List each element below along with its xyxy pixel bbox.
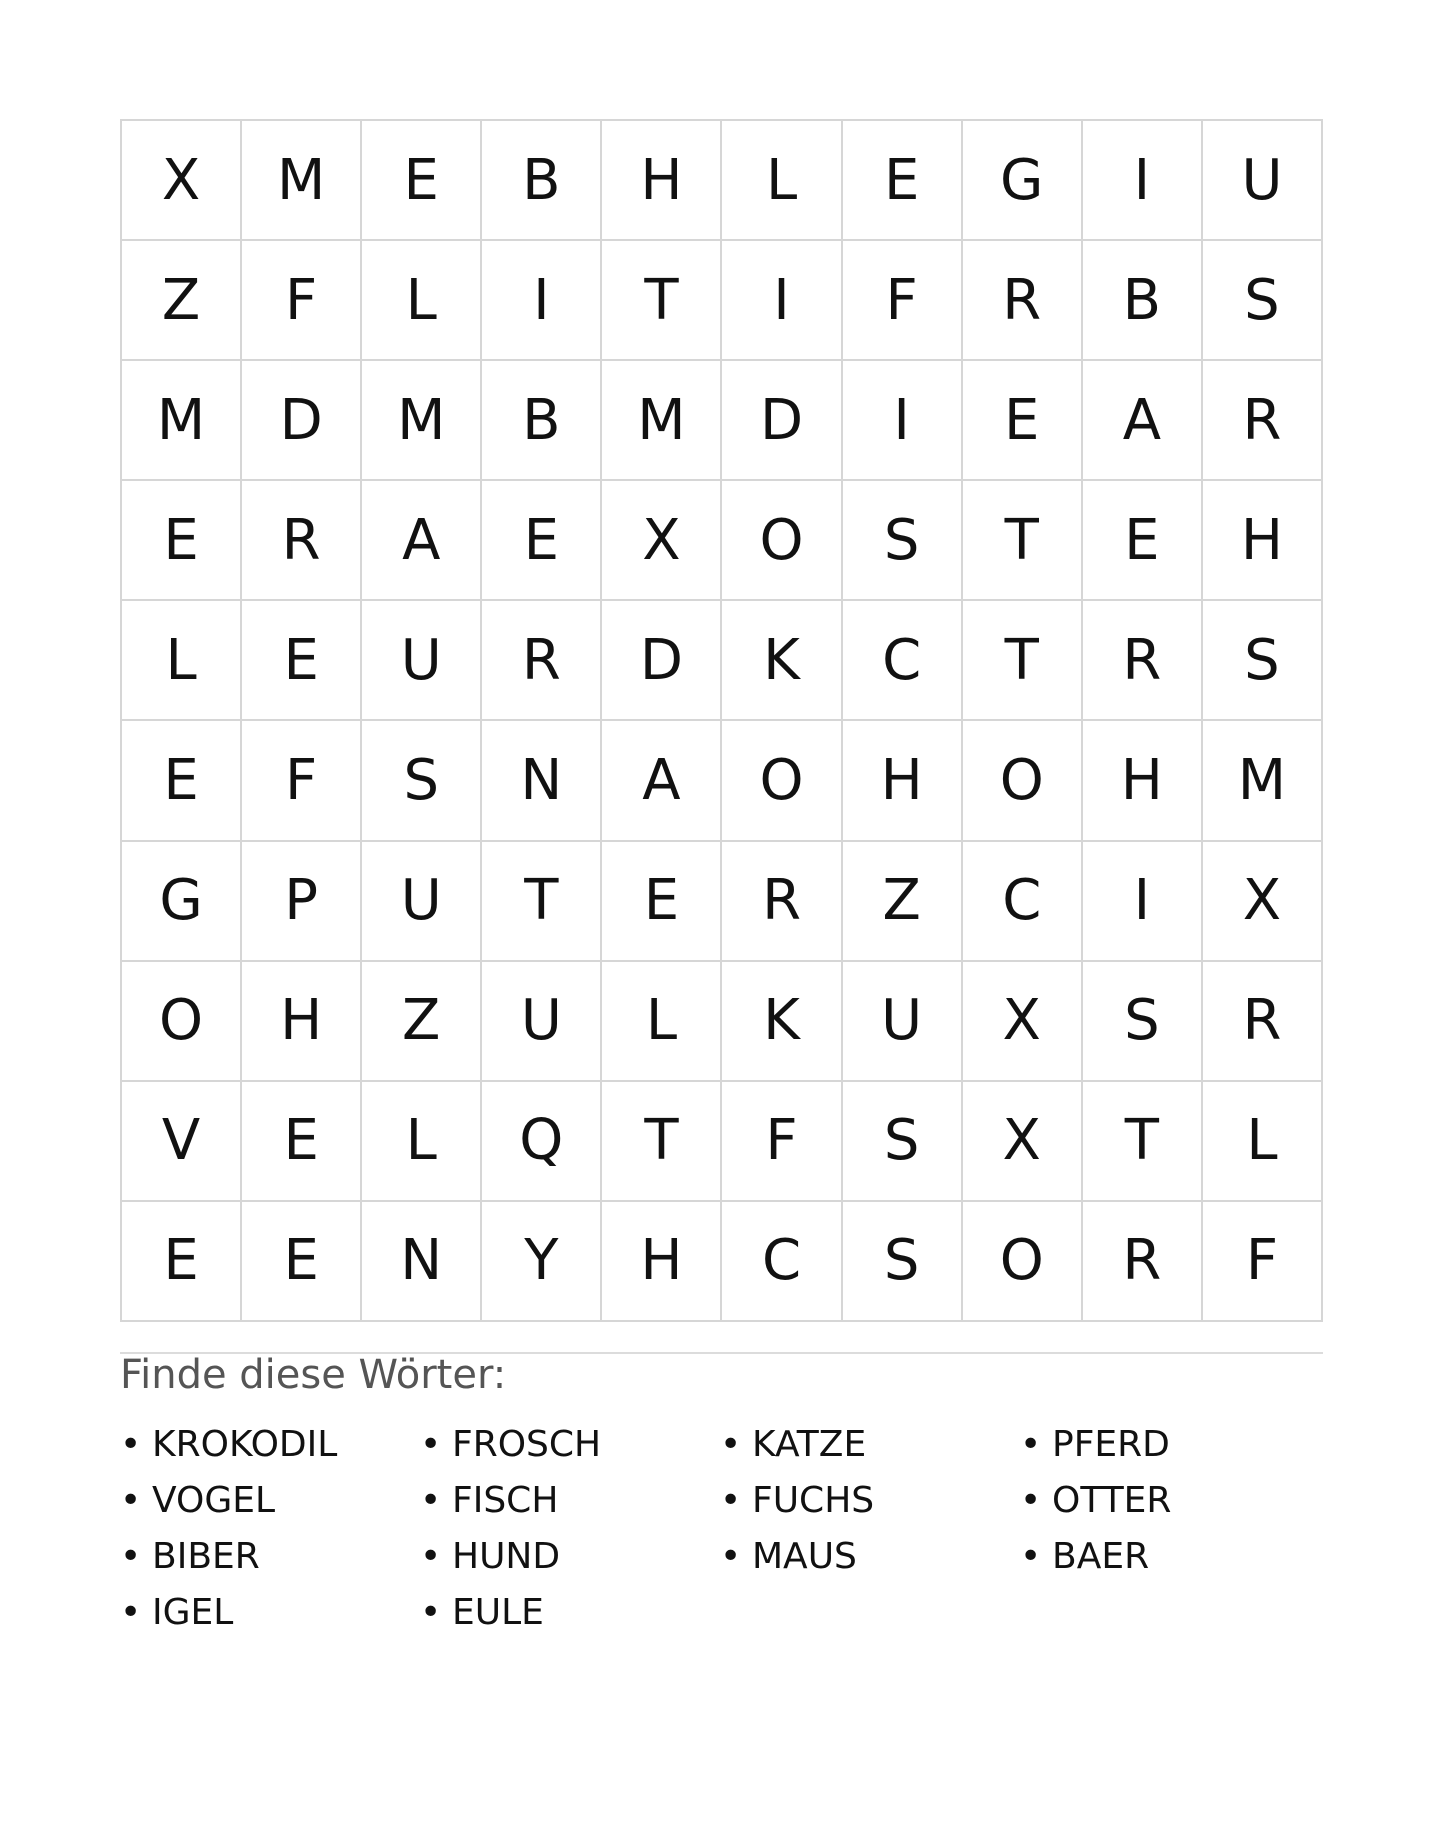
grid-cell[interactable]: H	[602, 121, 722, 241]
grid-cell[interactable]: F	[722, 1082, 842, 1202]
grid-cell[interactable]: X	[963, 1082, 1083, 1202]
word-list-item	[420, 1584, 720, 1640]
grid-cell[interactable]: C	[722, 1202, 842, 1322]
bullet-icon: •	[720, 1479, 742, 1521]
grid-cell[interactable]: E	[122, 481, 242, 601]
word-label: VOGEL	[152, 1479, 276, 1521]
grid-cell[interactable]: H	[1203, 481, 1323, 601]
word-list-item	[420, 1416, 720, 1472]
grid-cell[interactable]: I	[843, 361, 963, 481]
grid-cell[interactable]: R	[1083, 601, 1203, 721]
grid-cell[interactable]: T	[482, 842, 602, 962]
grid-cell[interactable]: L	[1203, 1082, 1323, 1202]
grid-cell[interactable]: S	[843, 1082, 963, 1202]
word-label: FUCHS	[752, 1479, 875, 1521]
grid-cell[interactable]: M	[362, 361, 482, 481]
grid-cell[interactable]: O	[963, 721, 1083, 841]
grid-cell[interactable]: O	[963, 1202, 1083, 1322]
grid-cell[interactable]: R	[1083, 1202, 1203, 1322]
grid-cell[interactable]: T	[963, 601, 1083, 721]
word-label: FROSCH	[452, 1423, 602, 1465]
word-label: PFERD	[1052, 1423, 1170, 1465]
bullet-icon: •	[420, 1423, 442, 1465]
grid-cell[interactable]: F	[1203, 1202, 1323, 1322]
word-list-item	[120, 1528, 420, 1584]
grid-cell[interactable]: E	[1083, 481, 1203, 601]
grid-cell[interactable]: S	[1203, 241, 1323, 361]
grid-cell[interactable]: D	[602, 601, 722, 721]
word-list-item	[1020, 1416, 1320, 1472]
grid-cell[interactable]: E	[602, 842, 722, 962]
word-label: KATZE	[752, 1423, 867, 1465]
grid-cell[interactable]: E	[122, 721, 242, 841]
grid-cell[interactable]: A	[1083, 361, 1203, 481]
grid-cell[interactable]: I	[1083, 842, 1203, 962]
grid-cell[interactable]: U	[843, 962, 963, 1082]
grid-cell[interactable]: R	[1203, 962, 1323, 1082]
grid-cell[interactable]: M	[1203, 721, 1323, 841]
grid-cell[interactable]: M	[242, 121, 362, 241]
grid-cell[interactable]: L	[722, 121, 842, 241]
grid-cell[interactable]: S	[843, 481, 963, 601]
word-list-item	[720, 1416, 1020, 1472]
grid-cell[interactable]: N	[362, 1202, 482, 1322]
grid-cell[interactable]: I	[722, 241, 842, 361]
grid-cell[interactable]: E	[122, 1202, 242, 1322]
bullet-icon: •	[1020, 1479, 1042, 1521]
bullet-icon: •	[420, 1591, 442, 1633]
word-label: EULE	[452, 1591, 544, 1633]
grid-cell[interactable]: N	[482, 721, 602, 841]
grid-cell[interactable]: R	[722, 842, 842, 962]
grid-cell[interactable]: R	[963, 241, 1083, 361]
grid-cell[interactable]: O	[722, 721, 842, 841]
grid-cell[interactable]: E	[242, 1202, 362, 1322]
word-list-item	[420, 1528, 720, 1584]
grid-cell[interactable]: B	[482, 361, 602, 481]
grid-cell[interactable]: O	[122, 962, 242, 1082]
grid-cell[interactable]: A	[362, 481, 482, 601]
letter-grid	[120, 119, 1323, 1322]
bullet-icon: •	[120, 1535, 142, 1577]
grid-cell[interactable]: Y	[482, 1202, 602, 1322]
grid-cell[interactable]: H	[602, 1202, 722, 1322]
word-list-item	[720, 1528, 1020, 1584]
word-list-item	[720, 1472, 1020, 1528]
word-list-item	[120, 1472, 420, 1528]
grid-cell[interactable]: D	[722, 361, 842, 481]
grid-cell[interactable]: M	[602, 361, 722, 481]
grid-cell[interactable]: E	[482, 481, 602, 601]
grid-cell[interactable]: C	[963, 842, 1083, 962]
grid-cell[interactable]: B	[482, 121, 602, 241]
bullet-icon: •	[120, 1479, 142, 1521]
bullet-icon: •	[720, 1423, 742, 1465]
grid-cell[interactable]: L	[122, 601, 242, 721]
grid-cell[interactable]: E	[843, 121, 963, 241]
grid-cell[interactable]: H	[843, 721, 963, 841]
grid-cell[interactable]: I	[1083, 121, 1203, 241]
bullet-icon: •	[1020, 1423, 1042, 1465]
grid-cell[interactable]: K	[722, 962, 842, 1082]
grid-cell[interactable]: T	[1083, 1082, 1203, 1202]
grid-cell[interactable]: H	[1083, 721, 1203, 841]
grid-cell[interactable]: L	[362, 1082, 482, 1202]
word-list-item	[120, 1584, 420, 1640]
grid-cell[interactable]: U	[482, 962, 602, 1082]
bullet-icon: •	[420, 1479, 442, 1521]
grid-cell[interactable]: R	[482, 601, 602, 721]
word-list-item	[420, 1472, 720, 1528]
grid-cell[interactable]: T	[602, 241, 722, 361]
grid-cell[interactable]: E	[963, 361, 1083, 481]
grid-cell[interactable]: V	[122, 1082, 242, 1202]
grid-cell[interactable]: C	[843, 601, 963, 721]
bullet-icon: •	[120, 1423, 142, 1465]
grid-cell[interactable]: X	[602, 481, 722, 601]
word-list-item	[1020, 1472, 1320, 1528]
grid-cell[interactable]: P	[242, 842, 362, 962]
grid-cell[interactable]: S	[1083, 962, 1203, 1082]
word-list	[120, 1416, 1323, 1640]
word-label: BIBER	[152, 1535, 260, 1577]
grid-cell[interactable]: G	[963, 121, 1083, 241]
grid-cell[interactable]: X	[122, 121, 242, 241]
grid-cell[interactable]: I	[482, 241, 602, 361]
grid-cell[interactable]: F	[843, 241, 963, 361]
grid-cell[interactable]: S	[843, 1202, 963, 1322]
grid-cell[interactable]: X	[963, 962, 1083, 1082]
grid-cell[interactable]: U	[362, 842, 482, 962]
grid-cell[interactable]: F	[242, 721, 362, 841]
grid-cell[interactable]: Z	[122, 241, 242, 361]
bullet-icon: •	[120, 1591, 142, 1633]
grid-cell[interactable]: E	[242, 1082, 362, 1202]
grid-cell[interactable]: R	[1203, 361, 1323, 481]
grid-cell[interactable]: U	[1203, 121, 1323, 241]
grid-cell[interactable]: S	[362, 721, 482, 841]
word-label: OTTER	[1052, 1479, 1172, 1521]
grid-cell[interactable]: G	[122, 842, 242, 962]
grid-cell[interactable]: T	[602, 1082, 722, 1202]
grid-cell[interactable]: H	[242, 962, 362, 1082]
grid-cell[interactable]: L	[602, 962, 722, 1082]
grid-cell[interactable]: Z	[843, 842, 963, 962]
word-list-item	[120, 1416, 420, 1472]
word-list-item	[1020, 1528, 1320, 1584]
grid-cell[interactable]: E	[362, 121, 482, 241]
grid-cell[interactable]: X	[1203, 842, 1323, 962]
grid-cell[interactable]: R	[242, 481, 362, 601]
grid-cell[interactable]: L	[362, 241, 482, 361]
wordlist-heading: Finde diese Wörter:	[120, 1352, 507, 1398]
grid-cell[interactable]: O	[722, 481, 842, 601]
grid-cell[interactable]: K	[722, 601, 842, 721]
word-label: FISCH	[452, 1479, 559, 1521]
grid-cell[interactable]: B	[1083, 241, 1203, 361]
word-label: KROKODIL	[152, 1423, 338, 1465]
grid-cell[interactable]: F	[242, 241, 362, 361]
grid-cell[interactable]: U	[362, 601, 482, 721]
grid-cell[interactable]: Q	[482, 1082, 602, 1202]
bullet-icon: •	[720, 1535, 742, 1577]
grid-cell[interactable]: S	[1203, 601, 1323, 721]
word-label: BAER	[1052, 1535, 1150, 1577]
bullet-icon: •	[420, 1535, 442, 1577]
grid-cell[interactable]: E	[242, 601, 362, 721]
grid-cell[interactable]: T	[963, 481, 1083, 601]
word-label: IGEL	[152, 1591, 234, 1633]
grid-cell[interactable]: D	[242, 361, 362, 481]
grid-cell[interactable]: Z	[362, 962, 482, 1082]
grid-cell[interactable]: M	[122, 361, 242, 481]
bullet-icon: •	[1020, 1535, 1042, 1577]
word-label: MAUS	[752, 1535, 857, 1577]
grid-cell[interactable]: A	[602, 721, 722, 841]
word-label: HUND	[452, 1535, 561, 1577]
